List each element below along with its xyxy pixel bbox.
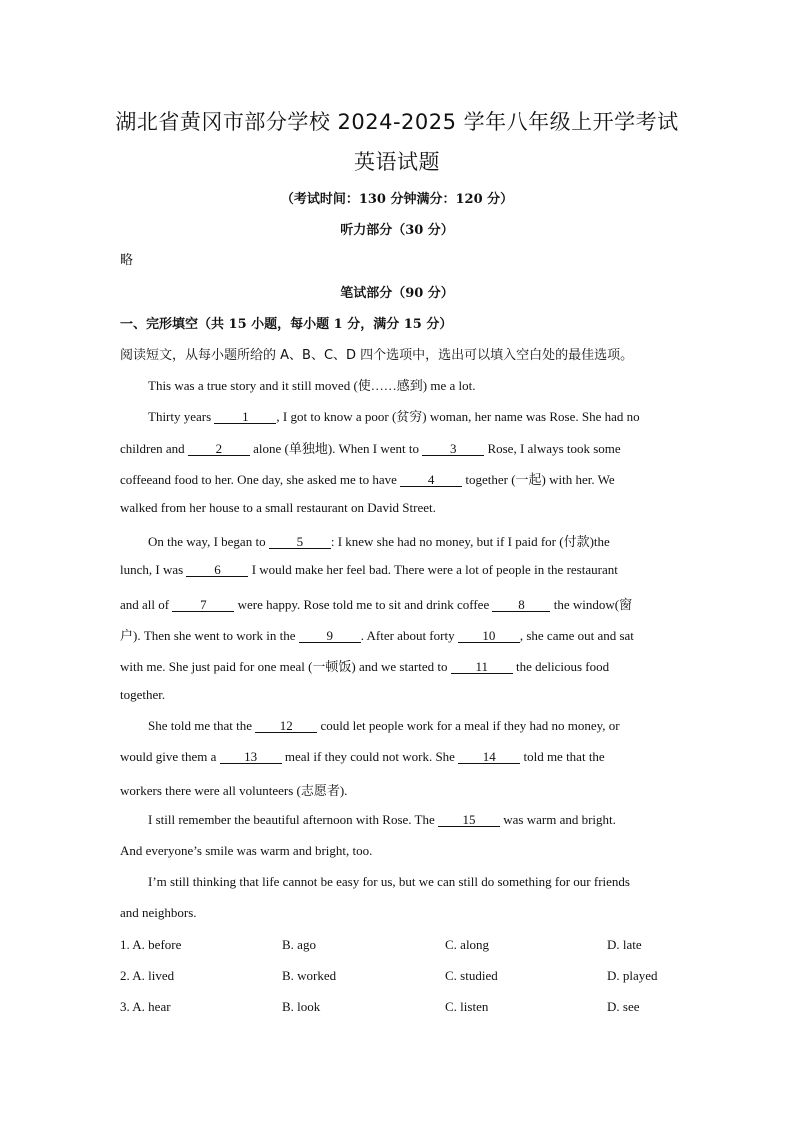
listening-note: 略	[120, 252, 134, 267]
passage-line: together.	[120, 687, 166, 702]
passage-line: with me. She just paid for one meal (一顿饭) and we started to 11 the delicious food	[120, 659, 610, 674]
question-2-option-c[interactable]: C. studied	[445, 968, 498, 983]
blank-6[interactable]: 6	[186, 563, 248, 577]
exam-info: （考试时间：130 分钟满分：120 分）	[280, 192, 514, 207]
blank-11[interactable]: 11	[451, 660, 513, 674]
exam-subtitle: 英语试题	[354, 150, 440, 174]
passage-line: Thirty years 1 , I got to know a poor (贫穷) woman, her name was Rose. She had no	[148, 409, 640, 424]
question-2-option-a[interactable]: 2. A. lived	[120, 968, 175, 983]
passage-line: And everyone’s smile was warm and bright, too.	[120, 843, 373, 858]
passage-line: workers there were all volunteers (志愿者).	[120, 783, 348, 798]
blank-7[interactable]: 7	[172, 598, 234, 612]
passage-line: This was a true story and it still moved (使……感到) me a lot.	[148, 378, 476, 393]
passage-line: On the way, I began to 5 : I knew she had no money, but if I paid for (付款)the	[148, 534, 610, 549]
question-1-option-d[interactable]: D. late	[607, 937, 642, 952]
passage-line: walked from her house to a small restaurant on David Street.	[120, 500, 436, 515]
question-3-option-c[interactable]: C. listen	[445, 999, 489, 1014]
blank-13[interactable]: 13	[220, 750, 282, 764]
blank-10[interactable]: 10	[458, 629, 520, 643]
writing-section-title: 笔试部分（90 分）	[340, 286, 454, 301]
passage-line: would give them a 13 meal if they could not work. She 14 told me that the	[120, 749, 605, 764]
question-1-option-c[interactable]: C. along	[445, 937, 490, 952]
blank-5[interactable]: 5	[269, 535, 331, 549]
section-heading: 一、完形填空（共 15 小题，每小题 1 分，满分 15 分）	[120, 317, 453, 332]
blank-1[interactable]: 1	[214, 410, 276, 424]
blank-14[interactable]: 14	[458, 750, 520, 764]
listening-section-title: 听力部分（30 分）	[340, 223, 454, 238]
passage-line: lunch, I was 6 I would make her feel bad. There were a lot of people in the restaurant	[120, 562, 618, 577]
question-3-option-a[interactable]: 3. A. hear	[120, 999, 171, 1014]
passage-line: and neighbors.	[120, 905, 197, 920]
passage-line: children and 2 alone (单独地). When I went to 3 Rose, I always took some	[120, 441, 621, 456]
passage-line: 户). Then she went to work in the 9 . After about forty 10 , she came out and sat	[120, 628, 634, 643]
question-1-option-b[interactable]: B. ago	[282, 937, 316, 952]
blank-12[interactable]: 12	[255, 719, 317, 733]
question-3-option-d[interactable]: D. see	[607, 999, 640, 1014]
blank-8[interactable]: 8	[492, 598, 550, 612]
blank-15[interactable]: 15	[438, 813, 500, 827]
exam-title: 湖北省黄冈市部分学校 2024-2025 学年八年级上开学考试	[115, 110, 679, 134]
question-1-option-a[interactable]: 1. A. before	[120, 937, 182, 952]
section-instruction: 阅读短文，从每小题所给的 A、B、C、D 四个选项中，选出可以填入空白处的最佳选项。	[120, 348, 634, 363]
passage-line: I still remember the beautiful afternoon with Rose. The 15 was warm and bright.	[148, 812, 616, 827]
question-2-option-b[interactable]: B. worked	[282, 968, 337, 983]
passage-line: and all of 7 were happy. Rose told me to sit and drink coffee 8 the window(窗	[120, 597, 633, 612]
blank-3[interactable]: 3	[422, 442, 484, 456]
question-3-option-b[interactable]: B. look	[282, 999, 321, 1014]
passage-line: coffeeand food to her. One day, she asked me to have 4 together (一起) with her. We	[120, 472, 615, 487]
question-2-option-d[interactable]: D. played	[607, 968, 658, 983]
passage-line: She told me that the 12 could let people work for a meal if they had no money, or	[148, 718, 620, 733]
blank-4[interactable]: 4	[400, 473, 462, 487]
blank-9[interactable]: 9	[299, 629, 361, 643]
passage-line: I’m still thinking that life cannot be easy for us, but we can still do something for our friends	[148, 874, 630, 889]
blank-2[interactable]: 2	[188, 442, 250, 456]
